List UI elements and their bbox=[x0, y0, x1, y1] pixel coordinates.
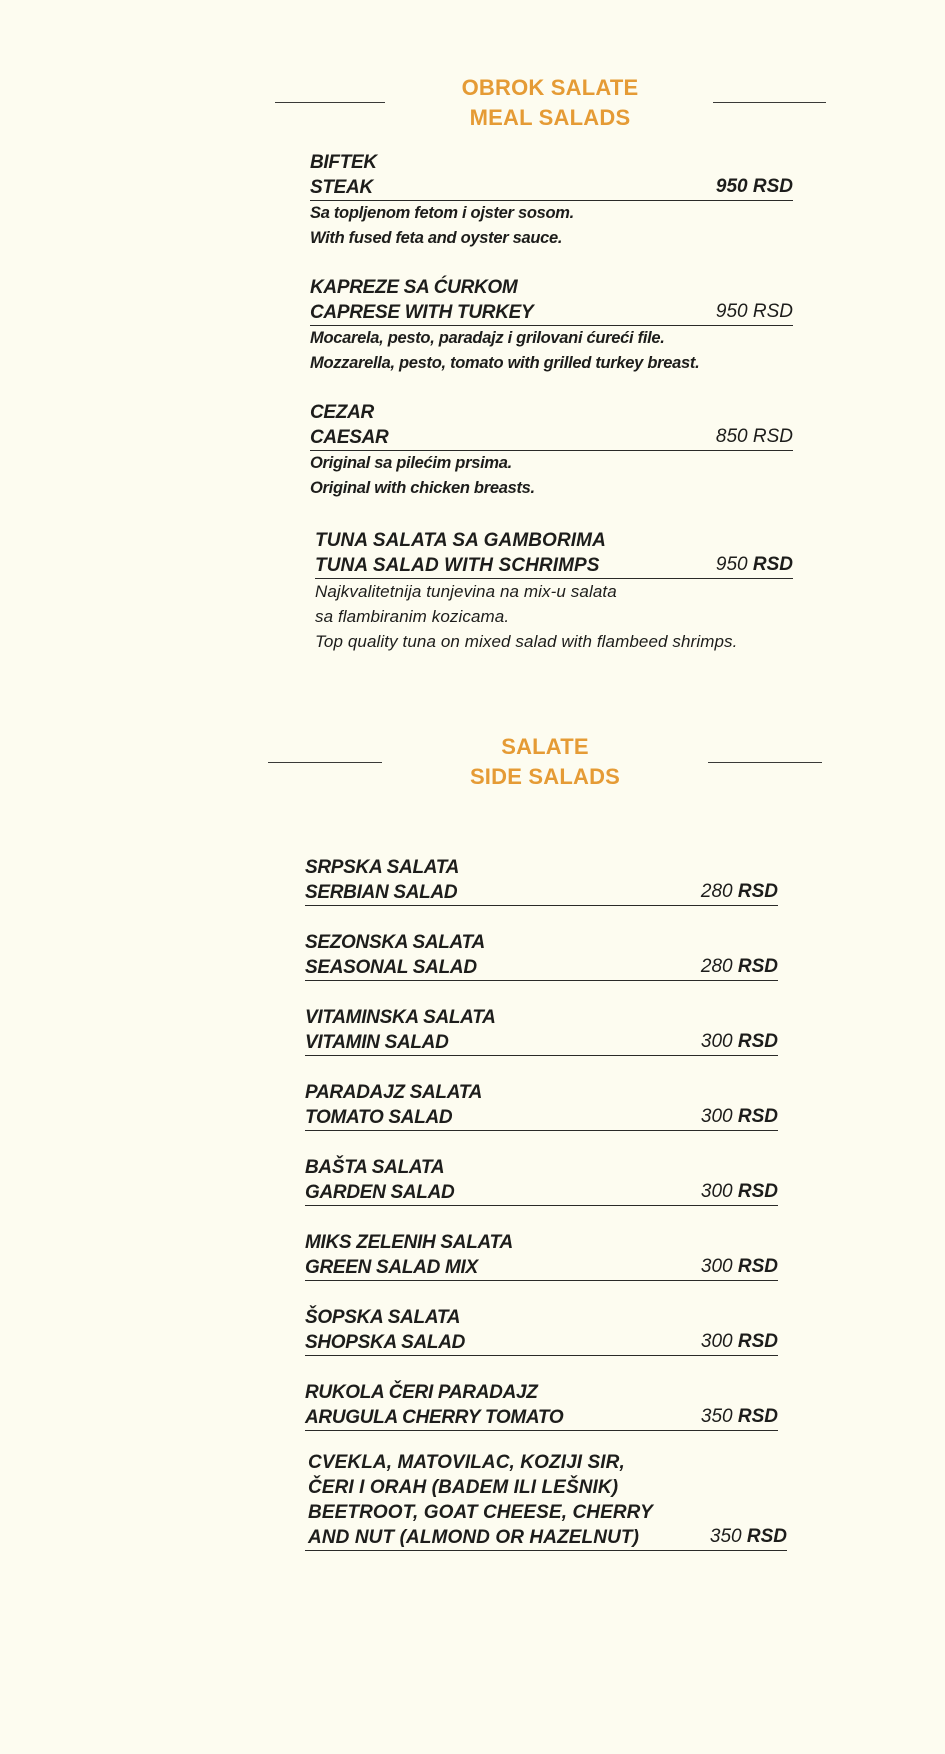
item-name-en: STEAK bbox=[310, 177, 373, 198]
item-description-line: Original with chicken breasts. bbox=[310, 479, 535, 497]
decorative-line-left bbox=[268, 762, 382, 763]
item-description-line: Original sa pilećim prsima. bbox=[310, 454, 512, 472]
item-name-line: CVEKLA, MATOVILAC, KOZIJI SIR, bbox=[308, 1452, 625, 1473]
item-name-en: GREEN SALAD MIX bbox=[305, 1257, 478, 1278]
item-name-en: SHOPSKA SALAD bbox=[305, 1332, 466, 1353]
item-price: 300 RSD bbox=[700, 1256, 778, 1277]
item-price: 280 RSD bbox=[700, 881, 778, 902]
item-name-row bbox=[305, 1525, 787, 1551]
side-salads-title bbox=[415, 732, 675, 792]
decorative-line-right bbox=[713, 102, 826, 103]
item-name-sr: BIFTEK bbox=[310, 152, 377, 173]
item-name-en: TOMATO SALAD bbox=[305, 1107, 453, 1128]
item-price: 950 RSD bbox=[715, 301, 793, 322]
item-name-line: AND NUT (ALMOND OR HAZELNUT) bbox=[308, 1527, 640, 1548]
item-price: 300 RSD bbox=[700, 1181, 778, 1202]
item-description-line: Mozzarella, pesto, tomato with grilled turkey breast. bbox=[310, 354, 700, 372]
item-description-line: With fused feta and oyster sauce. bbox=[310, 229, 563, 247]
item-price: 950 RSD bbox=[715, 176, 793, 197]
meal-item-steak bbox=[310, 150, 793, 251]
item-name-row bbox=[305, 1330, 778, 1356]
meal-salads-title-en: MEAL SALADS bbox=[469, 105, 631, 130]
item-name-row bbox=[310, 175, 793, 201]
item-name-sr: TUNA SALATA SA GAMBORIMA bbox=[315, 530, 606, 551]
item-name-row bbox=[305, 1105, 778, 1131]
item-description-line: Sa topljenom fetom i ojster sosom. bbox=[310, 204, 574, 222]
item-description-line: sa flambiranim kozicama. bbox=[315, 607, 510, 626]
item-name-sr: CEZAR bbox=[310, 402, 374, 423]
side-item bbox=[305, 1080, 778, 1131]
item-name-row bbox=[305, 955, 778, 981]
item-name-sr: RUKOLA ČERI PARADAJZ bbox=[305, 1382, 538, 1403]
item-name-row bbox=[310, 300, 793, 326]
side-salads-title-sr: SALATE bbox=[501, 734, 589, 759]
item-name-line: BEETROOT, GOAT CHEESE, CHERRY bbox=[308, 1502, 653, 1523]
item-name-row bbox=[315, 553, 793, 579]
meal-item-caprese bbox=[310, 275, 793, 376]
item-name-en: CAPRESE WITH TURKEY bbox=[310, 302, 534, 323]
side-item bbox=[305, 1305, 778, 1356]
item-description-line: Top quality tuna on mixed salad with flambeed shrimps. bbox=[315, 632, 738, 651]
item-price: 850 RSD bbox=[715, 426, 793, 447]
side-item bbox=[305, 1380, 778, 1431]
side-salads-title-en: SIDE SALADS bbox=[469, 764, 621, 789]
side-item bbox=[305, 1230, 778, 1281]
decorative-line-left bbox=[275, 102, 385, 103]
item-name-sr: ŠOPSKA SALATA bbox=[305, 1307, 461, 1328]
item-name-en: ARUGULA CHERRY TOMATO bbox=[305, 1407, 564, 1428]
item-name-row bbox=[305, 880, 778, 906]
item-name-en: SEASONAL SALAD bbox=[305, 957, 477, 978]
item-price: 280 RSD bbox=[700, 956, 778, 977]
item-name-sr: MIKS ZELENIH SALATA bbox=[305, 1232, 513, 1253]
item-name-sr: SRPSKA SALATA bbox=[305, 857, 460, 878]
item-name-row bbox=[305, 1180, 778, 1206]
item-name-en: GARDEN SALAD bbox=[305, 1182, 455, 1203]
item-name-en: SERBIAN SALAD bbox=[305, 882, 458, 903]
item-name-row bbox=[305, 1405, 778, 1431]
item-description-line: Najkvalitetnija tunjevina na mix-u salata bbox=[315, 582, 617, 601]
side-item bbox=[305, 1155, 778, 1206]
side-item bbox=[305, 930, 778, 981]
item-name-sr: VITAMINSKA SALATA bbox=[305, 1007, 496, 1028]
side-item bbox=[305, 855, 778, 906]
item-name-en: VITAMIN SALAD bbox=[305, 1032, 449, 1053]
item-price: 950 RSD bbox=[715, 554, 793, 575]
item-name-sr: PARADAJZ SALATA bbox=[305, 1082, 483, 1103]
meal-item-caesar bbox=[310, 400, 793, 501]
item-name-en: TUNA SALAD WITH SCHRIMPS bbox=[315, 555, 600, 576]
item-name-sr: BAŠTA SALATA bbox=[305, 1157, 445, 1178]
meal-salads-title-sr: OBROK SALATE bbox=[461, 75, 639, 100]
item-price: 300 RSD bbox=[700, 1106, 778, 1127]
decorative-line-right bbox=[708, 762, 822, 763]
item-price: 300 RSD bbox=[700, 1331, 778, 1352]
meal-item-tuna bbox=[315, 528, 793, 654]
side-item-beetroot bbox=[305, 1450, 787, 1551]
item-price: 350 RSD bbox=[700, 1406, 778, 1427]
item-name-en: CAESAR bbox=[310, 427, 389, 448]
item-name-line: ČERI I ORAH (BADEM ILI LEŠNIK) bbox=[308, 1477, 619, 1498]
item-name-sr: KAPREZE SA ĆURKOM bbox=[310, 277, 518, 298]
meal-salads-title bbox=[420, 73, 680, 133]
item-price: 350 RSD bbox=[709, 1526, 787, 1547]
item-name-row bbox=[310, 425, 793, 451]
side-item bbox=[305, 1005, 778, 1056]
item-name-row bbox=[305, 1030, 778, 1056]
item-name-sr: SEZONSKA SALATA bbox=[305, 932, 485, 953]
item-name-row bbox=[305, 1255, 778, 1281]
item-description-line: Mocarela, pesto, paradajz i grilovani ćureći file. bbox=[310, 329, 665, 347]
item-price: 300 RSD bbox=[700, 1031, 778, 1052]
